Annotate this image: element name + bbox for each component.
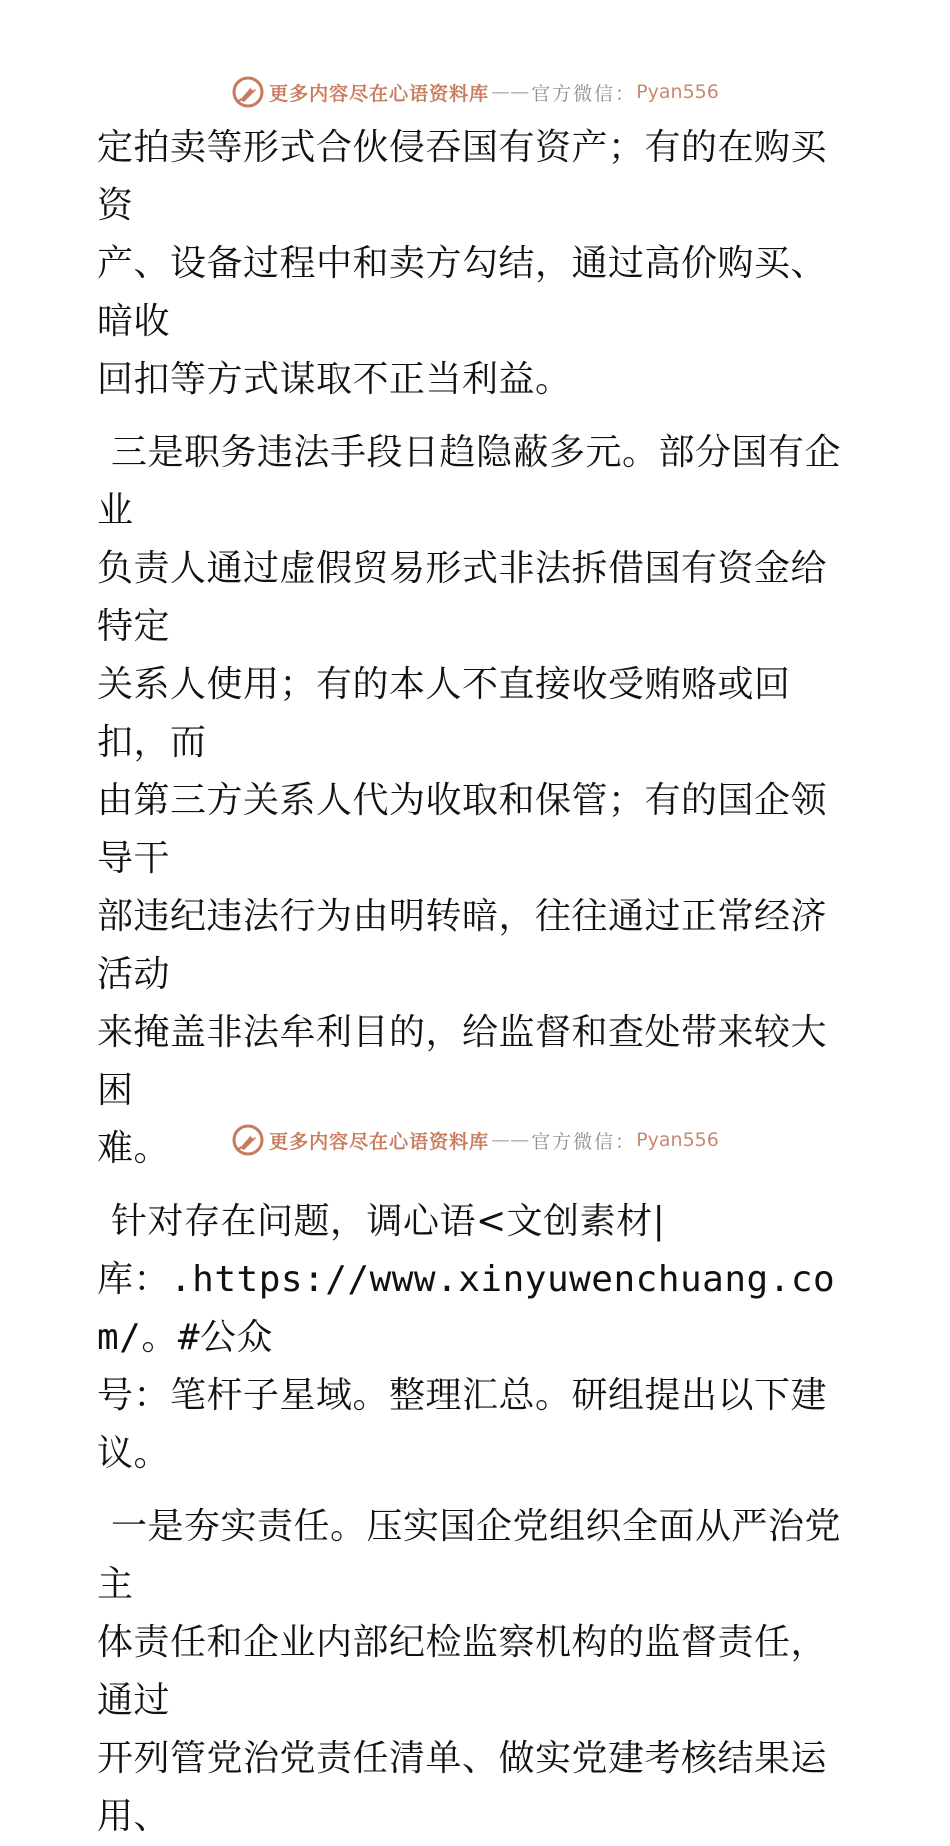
paragraph-line: 三是职务违法手段日趋隐蔽多元。部分国有企业 — [97, 432, 842, 531]
header-banner — [0, 72, 950, 112]
paragraph-line: 一是夯实责任。压实国企党组织全面从严治党主 — [97, 1506, 842, 1605]
paragraph-line: 产、设备过程中和卖方勾结，通过高价购买、暗收 — [97, 243, 828, 342]
footer-banner — [0, 1120, 950, 1160]
paragraph-line: 难。 — [97, 1128, 171, 1169]
paragraph-2 — [97, 424, 857, 1178]
footer-separator: —— — [491, 1129, 530, 1151]
paragraph-line: 负责人通过虚假贸易形式非法拆借国有资金给特定 — [97, 548, 828, 647]
header-subtitle: 官方微信： — [531, 82, 637, 105]
footer-wechat-id: Pyan556 — [636, 1129, 719, 1151]
footer-subtitle: 官方微信： — [531, 1130, 637, 1153]
paragraph-line: 号：笔杆子星域。整理汇总。研组提出以下建议。 — [97, 1375, 828, 1474]
paragraph-line: 定拍卖等形式合伙侵吞国有资产；有的在购买资 — [97, 127, 828, 226]
paragraph-3 — [97, 1193, 857, 1483]
pen-nib-logo-icon — [231, 75, 265, 109]
paragraph-line: 开列管党治党责任清单、做实党建考核结果运用、 — [97, 1738, 828, 1837]
header-wechat-id: Pyan556 — [636, 81, 719, 103]
pen-nib-logo-icon — [231, 1123, 265, 1157]
footer-brand-text: 更多内容尽在心语资料库 — [269, 1130, 490, 1153]
paragraph-line: 来掩盖非法牟利目的，给监督和查处带来较大困 — [97, 1012, 828, 1111]
header-separator: —— — [491, 81, 530, 103]
paragraph-line: 针对存在问题，调心语<文创素材| — [111, 1201, 666, 1242]
header-brand-text: 更多内容尽在心语资料库 — [269, 82, 490, 105]
paragraph-line: 由第三方关系人代为收取和保管；有的国企领导干 — [97, 780, 828, 879]
document-body — [97, 119, 857, 1846]
paragraph-line-url: 库：.https://www.xinyuwenchuang.com/。#公众 — [97, 1259, 836, 1358]
paragraph-line: 关系人使用；有的本人不直接收受贿赂或回扣，而 — [97, 664, 791, 763]
paragraph-line: 回扣等方式谋取不正当利益。 — [97, 359, 572, 400]
paragraph-4 — [97, 1498, 857, 1846]
paragraph-line: 体责任和企业内部纪检监察机构的监督责任，通过 — [97, 1622, 828, 1721]
paragraph-1 — [97, 119, 857, 409]
paragraph-line: 部违纪违法行为由明转暗，往往通过正常经济活动 — [97, 896, 828, 995]
